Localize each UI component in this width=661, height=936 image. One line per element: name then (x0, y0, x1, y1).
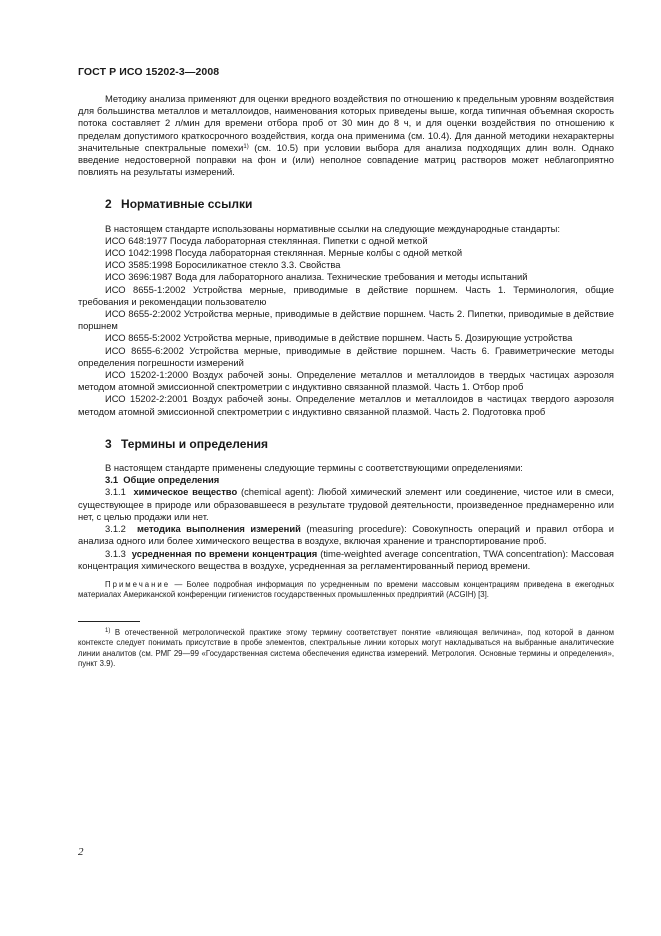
reference-item: ИСО 15202-1:2000 Воздух рабочей зоны. Определение металлов и металлоидов в твердых частицах аэрозоля методом атомной эмиссионной спектрометрии с индуктивно связанной плазмой. Часть 1. Отбор проб (78, 369, 614, 393)
subsection-heading: 3.1 Общие определения (105, 474, 220, 486)
reference-item: ИСО 15202-2:2001 Воздух рабочей зоны. Определение металлов и металлоидов в частицах твердого аэрозоля методом атомной эмиссионной спектрометрии с индуктивно связанной плазмой. Часть 2. Подготовка проб (78, 393, 614, 417)
footnote: $^{1)}$ В отечественной метрологической практике этому термину соответствует понятие «влияющая величина», под которой в данном контексте следует понимать присутствие в пробе элементов, спектральные линии которых могут накладываться на выбранные аналитические линии аналитов (см. РМГ 29—99 «Государственная система обеспечения единства измерений. Метрология. Основные термины и определения», пункт 3.9). (78, 627, 614, 669)
running-header: ГОСТ Р ИСО 15202-3—2008 (78, 66, 220, 78)
footnote-separator (78, 621, 140, 622)
term-definition: 3.1.2 методика выполнения измерений (measuring procedure): Совокупность операций и правил отбора и анализа одного или более химического вещества в воздухе, включая хранение и транспортирование проб. (78, 523, 615, 547)
section-2-heading: 2 Нормативные ссылки (105, 197, 253, 212)
term-name: усредненная по времени концентрация (131, 547, 318, 559)
page-number: 2 (78, 846, 84, 858)
reference-item: ИСО 1042:1998 Посуда лабораторная стеклянная. Мерные колбы с одной меткой (105, 247, 463, 259)
reference-item: ИСО 3585:1998 Боросиликатное стекло 3.3. Свойства (105, 259, 341, 271)
term-definition: 3.1.1 химическое вещество (chemical agent): Любой химический элемент или соединение, чистое или в смеси, существующее в природе или образовавшееся в результате трудовой деятельности, произведенное преднамеренно или нет, с целью продажи или нет. (78, 486, 614, 522)
term-name: методика выполнения измерений (136, 523, 301, 535)
reference-item: ИСО 8655-5:2002 Устройства мерные, приводимые в действие поршнем. Часть 5. Дозирующие устройства (105, 332, 573, 344)
note: Примечание — Более подробная информация по усредненным по времени массовым концентрациям приведена в ежегодных материалах Американской конференции гигиенистов государственных промышленных предприятий (ACGIH) [3]. (78, 579, 614, 600)
footnote-ref: 1) (243, 143, 249, 150)
section-2-intro: В настоящем стандарте использованы нормативные ссылки на следующие международные стандарты: (105, 222, 560, 234)
section-3-intro: В настоящем стандарте применены следующие термины с соответствующими определениями: (105, 462, 523, 474)
reference-item: ИСО 648:1977 Посуда лабораторная стеклянная. Пипетки с одной меткой (105, 234, 428, 246)
page-content (78, 93, 614, 670)
section-3-heading: 3 Термины и определения (105, 436, 269, 451)
reference-item: ИСО 8655-2:2002 Устройства мерные, приводимые в действие поршнем. Часть 2. Пипетки, приводимые в действие поршнем (78, 308, 614, 332)
term-definition: 3.1.3 усредненная по времени концентрация (time-weighted average concentration, TWA concentration): Массовая концентрация химического вещества в воздухе, усредненная за регламентированный период времени. (78, 547, 614, 571)
note-label: Примечание (105, 579, 171, 589)
reference-item: ИСО 8655-1:2002 Устройства мерные, приводимые в действие поршнем. Часть 1. Терминология, общие требования и рекомендации пользователю (78, 283, 614, 307)
term-name: химическое вещество (133, 486, 238, 498)
footnote-marker: 1) (105, 627, 111, 634)
intro-paragraph: Методику анализа применяют для оценки вредного воздействия по отношению к предельным уровням воздействия для большинства металлов и металлоидов, наименования которых приведены выше, когда типичная объемная скорость потока составляет 2 л/мин для времени отбора проб от 30 мин до 8 ч, и для оценки воздействия по отношению к пределам допустимого краткосрочного воздействия, когда она применима (см. 10.4). Для данной методики нехарактерны значительные спектральные помехи$^{1)}$ (см. 10.5) при условии выбора для анализа подходящих длин волн. Однако введение недостоверной поправки на фон и (или) неполное совпадение матриц растворов может неблагоприятно повлиять на результаты измерений. (78, 93, 614, 178)
reference-item: ИСО 3696:1987 Вода для лабораторного анализа. Технические требования и методы испытаний (105, 271, 528, 283)
reference-item: ИСО 8655-6:2002 Устройства мерные, приводимые в действие поршнем. Часть 6. Гравиметрические методы определения погрешности измерений (78, 344, 614, 368)
